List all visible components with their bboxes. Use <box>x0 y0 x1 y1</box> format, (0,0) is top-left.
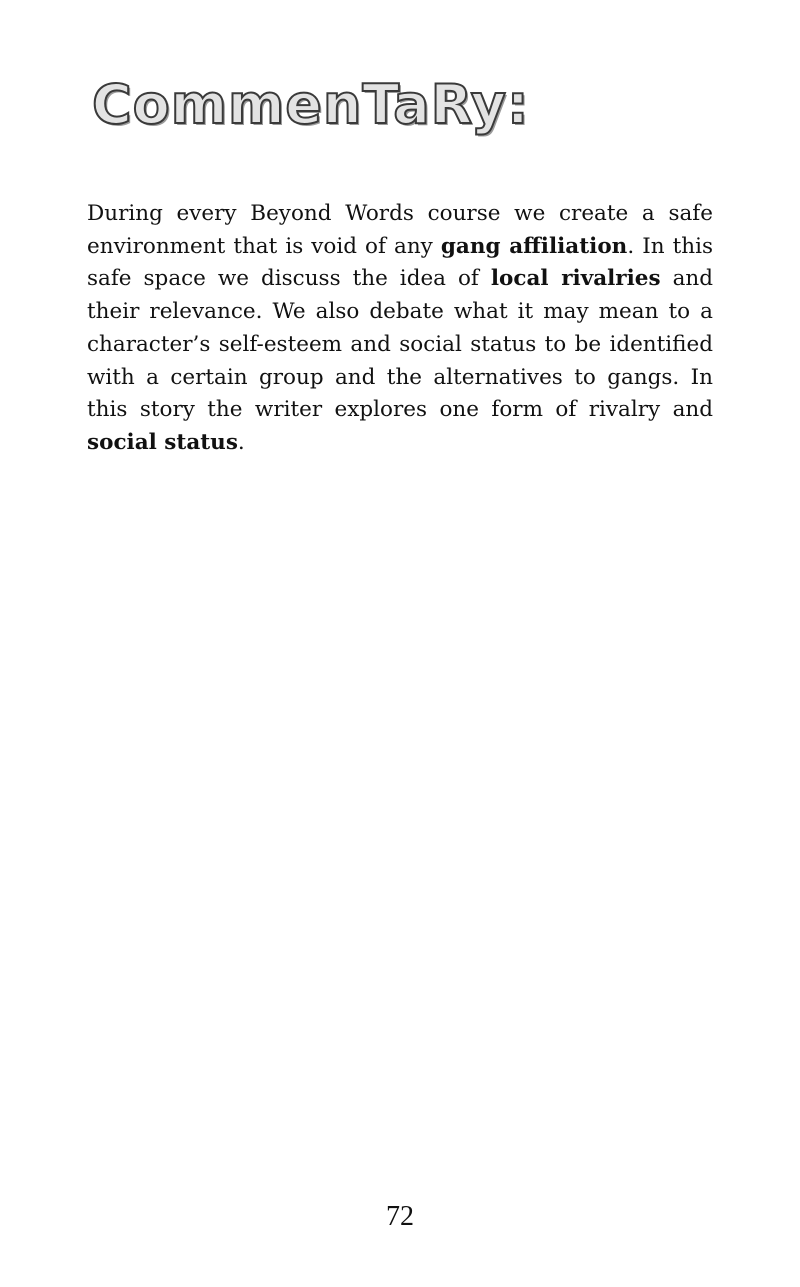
bold-term-social-status: social status <box>87 429 238 455</box>
paragraph-text: and their relevance. We also debate what it may mean to a character’s self-esteem and social status to be identified with a certain group and the alternatives to gangs. In this story the writer explores one form of rivalry and <box>87 266 713 423</box>
bold-term-gang-affiliation: gang affiliation <box>440 233 628 259</box>
page-heading: CommenTaRy: <box>92 73 530 136</box>
paragraph-text: During every Beyond Words course we create a safe environment that is void of any <box>87 201 713 259</box>
page-number: 72 <box>386 1201 414 1232</box>
paragraph-text: . <box>237 429 245 455</box>
bold-term-local-rivalries: local rivalries <box>490 266 661 292</box>
commentary-paragraph <box>87 198 713 460</box>
paragraph-text: . In this safe space we discuss the idea of <box>87 233 713 292</box>
